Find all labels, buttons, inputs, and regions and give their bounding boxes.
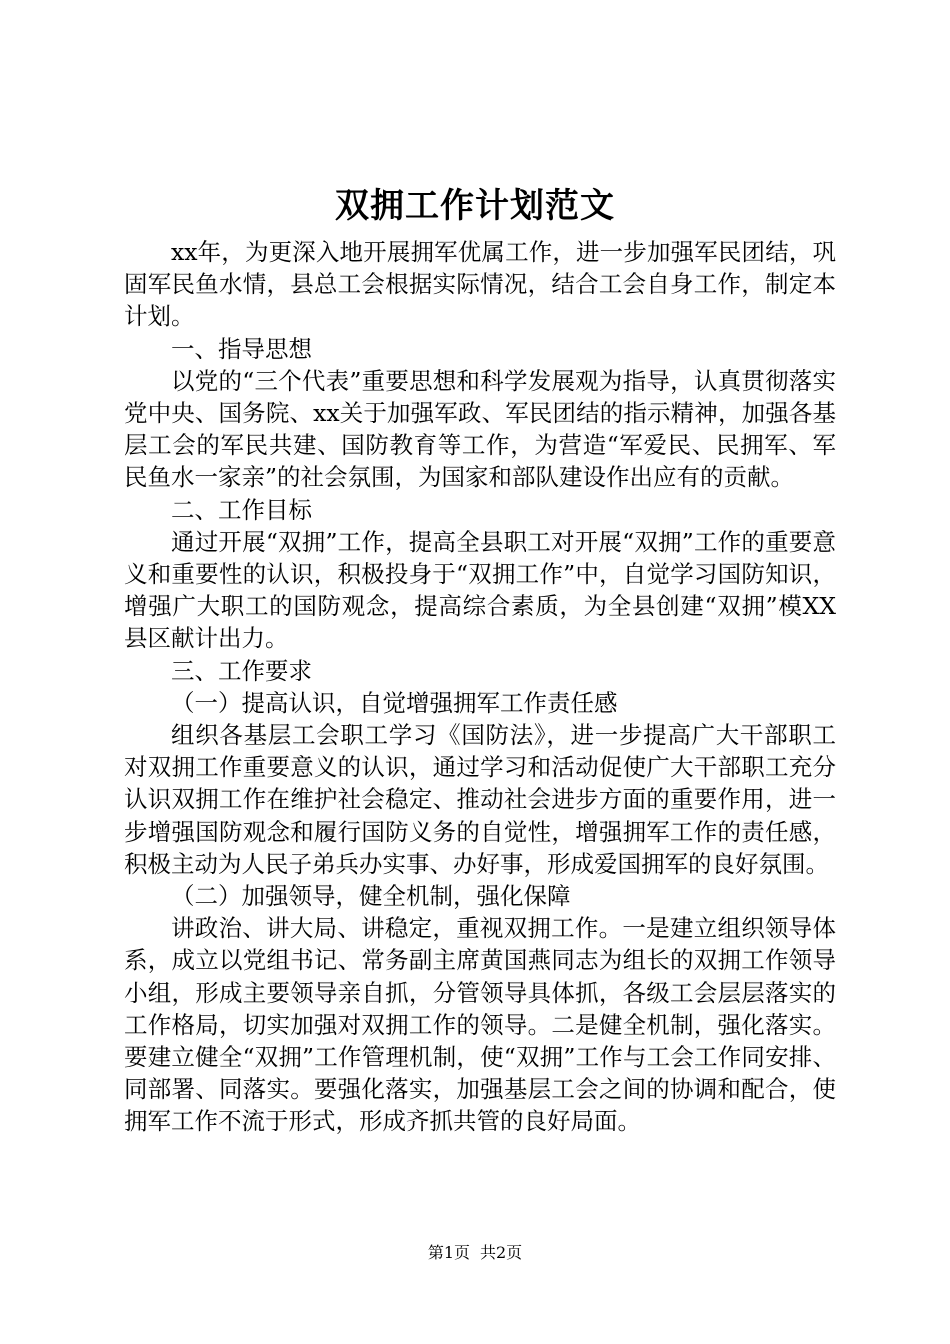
work-goals-paragraph: 通过开展“双拥”工作，提高全县职工对开展“双拥”工作的重要意义和重要性的认识，积极投身于“双拥工作”中，自觉学习国防知识，增强广大职工的国防观念，提高综合素质，为全县创建“双拥”模XX县区献计出力。 <box>124 527 836 653</box>
section-heading-work-requirements: 三、工作要求 <box>171 656 312 685</box>
page-footer <box>0 1242 950 1264</box>
strengthen-leadership-paragraph: 讲政治、讲大局、讲稳定，重视双拥工作。一是建立组织领导体系，成立以党组书记、常务副主席黄国燕同志为组长的双拥工作领导小组，形成主要领导亲自抓，分管领导具体抓，各级工会层层落实的工作格局，切实加强对双拥工作的领导。二是健全机制，强化落实。要建立健全“双拥”工作管理机制，使“双拥”工作与工会工作同安排、同部署、同落实。要强化落实，加强基层工会之间的协调和配合，使拥军工作不流于形式，形成齐抓共管的良好局面。 <box>124 914 836 1136</box>
subsection-heading-strengthen-leadership: （二）加强领导，健全机制，强化保障 <box>171 882 571 911</box>
page-number-current: 第1页 <box>427 1243 470 1262</box>
document-title: 双拥工作计划范文 <box>335 186 615 226</box>
subsection-heading-raise-awareness: （一）提高认识，自觉增强拥军工作责任感 <box>171 688 618 717</box>
page-number-total: 共2页 <box>480 1243 523 1262</box>
section-heading-guiding-ideology: 一、指导思想 <box>171 334 312 363</box>
guiding-ideology-paragraph: 以党的“三个代表”重要思想和科学发展观为指导，认真贯彻落实党中央、国务院、xx关于加强军政、军民团结的指示精神，加强各基层工会的军民共建、国防教育等工作，为营造“军爱民、民拥军、军民鱼水一家亲”的社会氛围，为国家和部队建设作出应有的贡献。 <box>124 366 836 492</box>
section-heading-work-goals: 二、工作目标 <box>171 495 312 524</box>
document-body <box>124 236 836 1138</box>
intro-paragraph: xx年，为更深入地开展拥军优属工作，进一步加强军民团结，巩固军民鱼水情，县总工会根据实际情况，结合工会自身工作，制定本计划。 <box>124 238 836 331</box>
raise-awareness-paragraph: 组织各基层工会职工学习《国防法》，进一步提高广大干部职工对双拥工作重要意义的认识，通过学习和活动促使广大干部职工充分认识双拥工作在维护社会稳定、推动社会进步方面的重要作用，进一步增强国防观念和履行国防义务的自觉性，增强拥军工作的责任感，积极主动为人民子弟兵办实事、办好事，形成爱国拥军的良好氛围。 <box>124 721 836 878</box>
